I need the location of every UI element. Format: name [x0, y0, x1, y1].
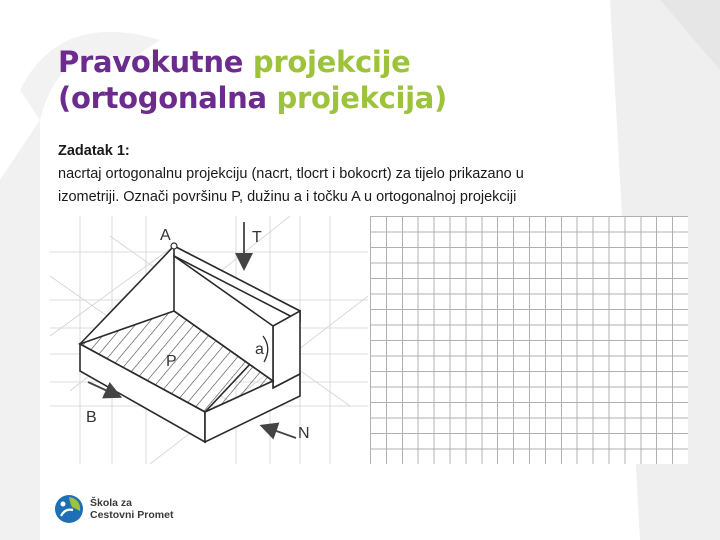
title-word-ortogonalna: (ortogonalna: [58, 81, 267, 115]
arrow-front-view: [268, 428, 296, 438]
task-text: [58, 140, 678, 209]
school-logo-icon: [54, 494, 84, 524]
label-N: N: [298, 425, 310, 442]
logo-line-2: Cestovni Promet: [90, 509, 174, 521]
task-heading: Zadatak 1:: [58, 143, 130, 159]
isometric-drawing: [50, 216, 368, 464]
title-line-1: [58, 44, 447, 80]
logo-text: [90, 497, 173, 521]
label-T: T: [252, 229, 262, 246]
title-line-2: [58, 80, 447, 116]
title-word-pravokutne: Pravokutne: [58, 45, 244, 79]
title-word-projekcija: projekcija): [276, 81, 447, 115]
task-line-2: izometriji. Označi površinu P, dužinu a i točku A u ortogonalnoj projekciji: [58, 189, 517, 205]
label-a: a: [255, 341, 264, 358]
label-B: B: [86, 409, 97, 426]
drawing-grid: [370, 216, 688, 464]
logo-line-1: Škola za: [90, 497, 133, 509]
task-line-1: nacrtaj ortogonalnu projekciju (nacrt, tlocrt i bokocrt) za tijelo prikazano u: [58, 166, 524, 182]
label-A: A: [160, 227, 171, 244]
label-P: P: [166, 353, 177, 370]
slide-title: [58, 44, 447, 116]
title-word-projekcije: projekcije: [252, 45, 411, 79]
isometric-figure: [50, 216, 368, 464]
school-logo: [54, 494, 173, 524]
